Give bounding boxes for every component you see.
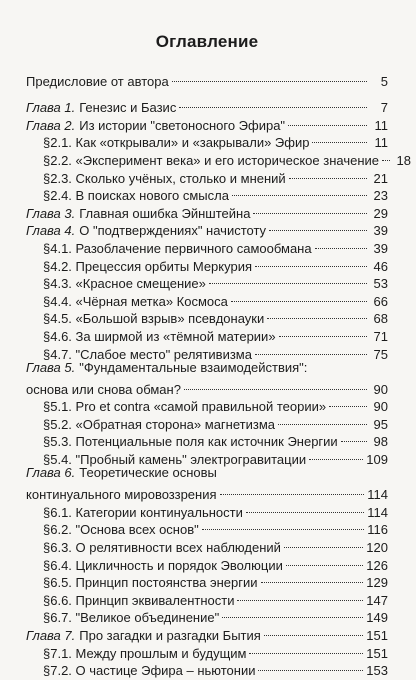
toc-dot-leader — [341, 429, 367, 447]
toc-entry-title — [26, 222, 266, 240]
toc-page-number: 11 — [374, 135, 388, 151]
toc-chapter-number: Глава 4. — [26, 223, 76, 239]
toc-chapter-entry[interactable] — [26, 464, 388, 482]
toc-dot-leader — [232, 183, 367, 201]
toc-entry-text: §6.3. О релятивности всех наблюдений — [43, 540, 281, 556]
toc-entry-text: §6.6. Принцип эквивалентности — [43, 592, 235, 608]
toc-entry-title — [26, 117, 285, 135]
toc-chapter-number: Глава 5. — [26, 359, 76, 375]
toc-dot-leader — [315, 235, 367, 253]
toc-chapter-number: Глава 6. — [26, 465, 76, 481]
toc-entry-title — [26, 486, 217, 504]
toc-dot-leader — [220, 482, 365, 500]
toc-dot-leader — [279, 323, 367, 341]
toc-entry-title — [26, 205, 250, 223]
toc-page-number: 116 — [367, 522, 388, 538]
toc-page-number: 95 — [373, 416, 388, 432]
toc-entry-text: §4.3. «Красное смещение» — [43, 276, 206, 292]
toc-entry-text: §6.5. Принцип постоянства энергии — [43, 575, 258, 591]
toc-entry-text: §7.2. О частице Эфира – ньютонии — [43, 663, 256, 679]
toc-page-number: 39 — [373, 223, 388, 239]
toc-entry-text: Предисловие от автора — [26, 73, 169, 89]
toc-dot-leader — [258, 658, 363, 676]
toc-dot-leader — [286, 552, 363, 570]
toc-entry-text: §2.2. «Эксперимент века» и его историческое значение — [43, 152, 380, 168]
toc-dot-leader — [237, 587, 363, 605]
toc-page-number: 29 — [373, 205, 388, 221]
toc-chapter-entry[interactable] — [26, 68, 388, 89]
toc-entry-text: §7.1. Между прошлым и будущим — [43, 645, 247, 661]
toc-entry-text: §4.7. "Слабое место" релятивизма — [43, 346, 252, 362]
toc-entry-title — [43, 557, 283, 575]
table-of-contents — [26, 30, 412, 679]
toc-page-number: 153 — [366, 663, 388, 679]
toc-dot-leader — [172, 68, 367, 86]
toc-page-number: 109 — [366, 452, 388, 468]
toc-entry-title — [43, 592, 234, 610]
toc-page-number: 98 — [373, 434, 388, 450]
toc-entry-text: §6.7. "Великое объединение" — [43, 610, 220, 626]
toc-entry-text: Генезис и Базис — [79, 100, 177, 116]
toc-page-number: 53 — [373, 276, 388, 292]
toc-page-number: 23 — [373, 188, 388, 204]
toc-chapter-number: Глава 2. — [26, 117, 76, 133]
toc-page-number: 46 — [373, 258, 388, 274]
toc-dot-leader — [284, 534, 363, 552]
toc-dot-leader — [249, 640, 363, 658]
toc-entry-text: основа или снова обман? — [26, 381, 181, 397]
toc-entry-title — [26, 464, 217, 482]
toc-entry-title — [43, 187, 229, 205]
toc-dot-leader — [329, 394, 367, 412]
toc-entry-text: §4.2. Прецессия орбиты Меркурия — [43, 258, 253, 274]
toc-page-number: 7 — [380, 100, 388, 116]
toc-page-number: 151 — [366, 628, 388, 643]
toc-page-number: 114 — [367, 504, 388, 520]
toc-page-number: 18 — [396, 152, 412, 168]
toc-page-number: 21 — [373, 170, 388, 186]
toc-entry-title — [26, 99, 176, 117]
toc-chapter-entry[interactable] — [26, 95, 388, 116]
toc-dot-leader — [209, 271, 367, 289]
toc-chapter-number: Глава 3. — [26, 205, 76, 221]
toc-entry-text: §4.4. «Чёрная метка» Космоса — [43, 293, 228, 309]
toc-entry-title — [43, 310, 264, 328]
toc-entry-text: §4.6. За ширмой из «тёмной материи» — [43, 328, 276, 344]
toc-entry-text: §5.3. Потенциальные поля как источник Энергии — [43, 434, 338, 450]
toc-entry-title — [43, 609, 219, 627]
toc-page-number: 66 — [373, 293, 388, 309]
toc-entry-text: §4.1. Разоблачение первичного самообмана — [43, 240, 312, 256]
toc-entry-text: §2.1. Как «открывали» и «закрывали» Эфир — [43, 135, 310, 151]
toc-entry-title — [26, 381, 181, 399]
toc-entry-text: §5.1. Pro et contra «самой правильной теории» — [43, 399, 327, 415]
toc-entry-title — [43, 134, 309, 152]
toc-chapter-entry[interactable] — [26, 359, 388, 377]
toc-chapter-entry[interactable] — [26, 376, 388, 397]
toc-entry-title — [43, 539, 281, 557]
toc-page-number: 75 — [373, 346, 388, 362]
toc-title: Оглавление — [155, 32, 259, 51]
toc-entry-text: §5.2. «Обратная сторона» магнетизма — [43, 416, 275, 432]
toc-entry-title — [26, 627, 261, 645]
toc-entry-title — [43, 662, 255, 680]
toc-dot-leader — [382, 147, 390, 165]
toc-page-number: 149 — [366, 610, 388, 626]
toc-entry-title — [43, 433, 338, 451]
toc-entry-text: О "подтверждениях" начистоту — [79, 223, 267, 239]
toc-entry-title — [26, 359, 307, 377]
toc-dot-leader — [202, 517, 365, 535]
toc-entry-title — [43, 275, 206, 293]
toc-dot-leader — [231, 288, 367, 306]
toc-chapter-entry[interactable] — [26, 482, 388, 503]
toc-dot-leader — [261, 570, 364, 588]
toc-entry-text: §4.5. «Большой взрыв» псевдонауки — [43, 311, 265, 327]
toc-dot-leader — [255, 253, 367, 271]
toc-dot-leader — [246, 499, 364, 517]
toc-page-number: 120 — [366, 540, 388, 556]
toc-entry-text: "Фундаментальные взаимодействия": — [79, 359, 308, 375]
toc-entry-title — [43, 328, 276, 346]
toc-dot-leader — [269, 218, 367, 236]
toc-dot-leader — [267, 306, 367, 324]
toc-dot-leader — [184, 376, 367, 394]
toc-page-number: 114 — [367, 487, 388, 503]
toc-page-number: 39 — [373, 240, 388, 256]
toc-entry-title — [43, 521, 199, 539]
toc-page-number: 126 — [366, 557, 388, 573]
toc-page-number: 147 — [366, 592, 388, 608]
toc-entry-text: §6.4. Цикличность и порядок Эволюции — [43, 557, 283, 573]
toc-chapter-number: Глава 1. — [26, 100, 76, 116]
toc-dot-leader — [278, 411, 367, 429]
toc-dot-leader — [264, 622, 363, 640]
toc-page-number: 90 — [373, 381, 388, 397]
toc-entry-title — [43, 574, 258, 592]
toc-page-number: 129 — [366, 575, 388, 591]
toc-dot-leader — [312, 130, 367, 148]
toc-page-number: 90 — [373, 399, 388, 415]
toc-entry-title — [43, 645, 246, 663]
toc-chapter-number: Глава 7. — [26, 628, 76, 643]
toc-entry-text: Главная ошибка Эйнштейна — [79, 205, 251, 221]
toc-page-number: 5 — [380, 73, 388, 89]
toc-list — [26, 68, 412, 679]
toc-entry-text: Из истории "светоносного Эфира" — [79, 117, 286, 133]
toc-dot-leader — [309, 446, 363, 464]
toc-dot-leader — [179, 95, 367, 113]
toc-page-number: 151 — [366, 645, 388, 661]
toc-dot-leader — [253, 200, 367, 218]
toc-dot-leader — [255, 341, 367, 359]
toc-entry-text: §5.4. "Пробный камень" электрогравитации — [43, 452, 307, 468]
toc-entry-text: Про загадки и разгадки Бытия — [79, 628, 261, 643]
toc-entry-title — [43, 416, 275, 434]
toc-dot-leader — [289, 165, 367, 183]
toc-entry-text: §2.4. В поисках нового смысла — [43, 188, 229, 204]
toc-page-number: 11 — [374, 117, 388, 133]
toc-entry-title — [26, 73, 169, 91]
toc-dot-leader — [288, 112, 367, 130]
toc-entry-title — [43, 293, 228, 311]
toc-page-number: 68 — [373, 311, 388, 327]
toc-entry-text: §6.1. Категории континуальности — [43, 504, 243, 520]
toc-entry-text: §2.3. Сколько учёных, столько и мнений — [43, 170, 286, 186]
toc-page-number: 71 — [373, 328, 388, 344]
toc-entry-text: §6.2. "Основа всех основ" — [43, 522, 199, 538]
toc-entry-text: Теоретические основы — [79, 465, 217, 481]
toc-dot-leader — [222, 605, 363, 623]
toc-entry-text: континуального мировоззрения — [26, 487, 217, 503]
